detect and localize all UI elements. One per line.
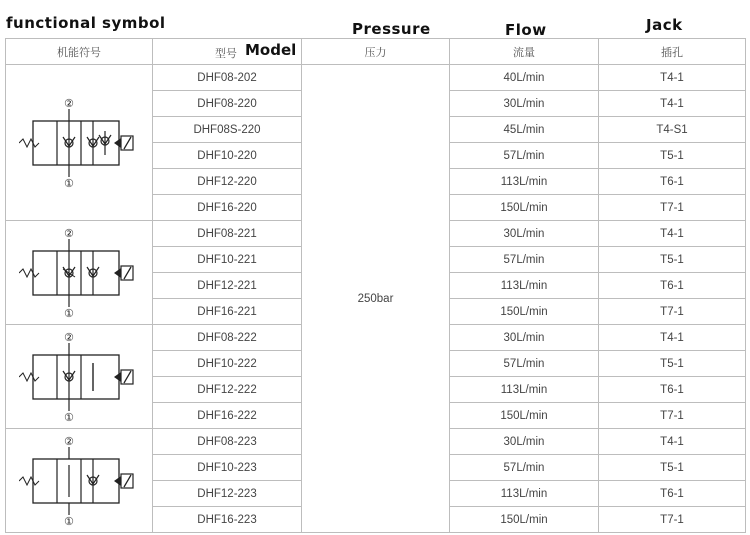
model-cell: DHF08-202 [153,65,302,91]
model-cell: DHF08S-220 [153,117,302,143]
symbol-cell [6,65,153,221]
table-row [6,65,746,91]
jack-cell: T6-1 [599,273,746,299]
model-cell: DHF08-220 [153,91,302,117]
jack-cell: T5-1 [599,351,746,377]
model-cell: DHF16-223 [153,507,302,533]
symbol-cell [6,221,153,325]
symbol-cell [6,325,153,429]
flow-cell: 57L/min [450,351,599,377]
model-cell: DHF16-220 [153,195,302,221]
header-model-cell [153,39,302,65]
valve-symbol-diagram [19,225,139,321]
jack-cell: T7-1 [599,195,746,221]
jack-cell: T7-1 [599,507,746,533]
flow-cell: 30L/min [450,221,599,247]
model-cell: DHF10-223 [153,455,302,481]
flow-cell: 113L/min [450,273,599,299]
model-cell: DHF08-221 [153,221,302,247]
flow-cell: 113L/min [450,481,599,507]
model-cell: DHF16-222 [153,403,302,429]
symbol-cell [6,429,153,533]
jack-cell: T4-1 [599,429,746,455]
model-cell: DHF16-221 [153,299,302,325]
header-jack: 插孔 [599,39,746,65]
jack-cell: T6-1 [599,481,746,507]
model-cell: DHF12-220 [153,169,302,195]
flow-label: Flow [505,21,547,39]
model-cell: DHF08-223 [153,429,302,455]
flow-cell: 45L/min [450,117,599,143]
header-flow: 流量 [450,39,599,65]
model-label: Model [245,41,297,59]
flow-cell: 40L/min [450,65,599,91]
header-symbol: 机能符号 [6,39,153,65]
model-cell: DHF12-222 [153,377,302,403]
pressure-cell: 250bar [302,65,450,533]
table-header-row [6,39,746,65]
functional-symbol-label: functional symbol [6,14,166,32]
jack-cell: T6-1 [599,169,746,195]
port-2-label: ② [64,434,74,448]
port-2-label: ② [64,96,74,110]
flow-cell: 150L/min [450,195,599,221]
port-1-label: ① [64,410,74,424]
header-pressure: 压力 [302,39,450,65]
jack-cell: T5-1 [599,455,746,481]
jack-label: Jack [646,16,683,34]
valve-spec-table [5,38,746,533]
flow-cell: 57L/min [450,455,599,481]
port-2-label: ② [64,226,74,240]
jack-cell: T5-1 [599,143,746,169]
model-cell: DHF08-222 [153,325,302,351]
port-2-label: ② [64,330,74,344]
jack-cell: T5-1 [599,247,746,273]
model-cell: DHF10-220 [153,143,302,169]
model-cell: DHF12-221 [153,273,302,299]
flow-cell: 57L/min [450,143,599,169]
flow-cell: 150L/min [450,403,599,429]
flow-cell: 150L/min [450,507,599,533]
jack-cell: T4-S1 [599,117,746,143]
valve-symbol-diagram [19,433,139,529]
jack-cell: T7-1 [599,403,746,429]
port-1-label: ① [64,306,74,320]
flow-cell: 30L/min [450,325,599,351]
pressure-label: Pressure [352,20,431,38]
valve-symbol-diagram [19,329,139,425]
model-cell: DHF12-223 [153,481,302,507]
jack-cell: T4-1 [599,325,746,351]
model-cell: DHF10-222 [153,351,302,377]
jack-cell: T4-1 [599,65,746,91]
flow-cell: 30L/min [450,429,599,455]
jack-cell: T4-1 [599,91,746,117]
flow-cell: 30L/min [450,91,599,117]
flow-cell: 113L/min [450,377,599,403]
jack-cell: T7-1 [599,299,746,325]
port-1-label: ① [64,176,74,190]
jack-cell: T6-1 [599,377,746,403]
flow-cell: 113L/min [450,169,599,195]
jack-cell: T4-1 [599,221,746,247]
header-model: 型号 [215,48,237,60]
model-cell: DHF10-221 [153,247,302,273]
flow-cell: 150L/min [450,299,599,325]
port-1-label: ① [64,514,74,528]
valve-symbol-diagram [19,69,139,217]
flow-cell: 57L/min [450,247,599,273]
